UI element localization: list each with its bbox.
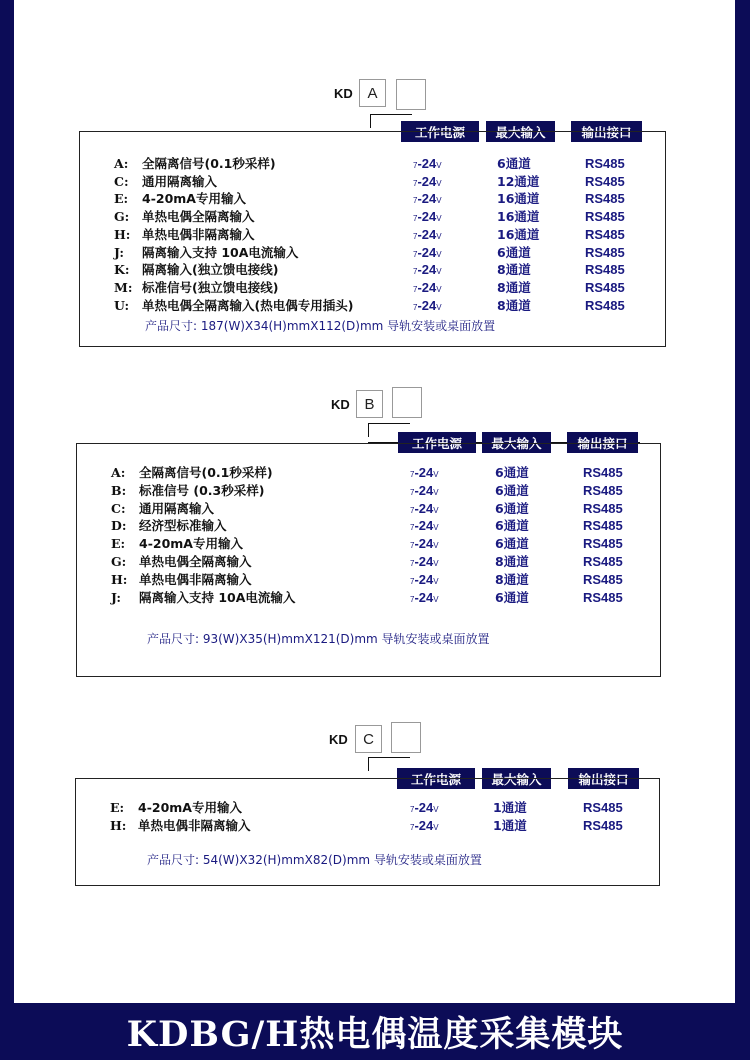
input-description: 4-20mA专用输入	[138, 800, 242, 815]
max-input-header: 最大输入	[486, 121, 555, 142]
input-description: 通用隔离输入	[142, 173, 218, 189]
input-code: G:	[111, 554, 127, 569]
option-code-box	[396, 79, 426, 110]
channel-count: 8通道	[495, 571, 529, 587]
power-high: -24	[414, 465, 434, 480]
output-interface: RS485	[585, 244, 625, 260]
power-high: -24	[414, 536, 434, 552]
model-code-box: A	[359, 79, 386, 107]
power-low: 7	[410, 594, 415, 604]
channel-count: 8通道	[495, 554, 529, 569]
max-input-header: 最大输入	[482, 768, 551, 789]
power-low: 7	[413, 161, 418, 170]
input-code: H:	[111, 571, 128, 587]
power-range	[410, 589, 439, 607]
power-range	[413, 279, 442, 297]
product-size: 产品尺寸: 54(W)X32(H)mmX82(D)mm 导轨安装或桌面放置	[147, 853, 482, 867]
input-description: 全隔离信号(0.1秒采样)	[142, 156, 276, 171]
power-range	[413, 244, 442, 262]
input-code: B:	[111, 482, 127, 498]
output-interface: RS485	[585, 173, 625, 189]
power-unit: V	[436, 214, 442, 224]
power-low: 7	[413, 302, 418, 312]
input-description: 标准信号(独立馈电接线)	[142, 279, 279, 295]
input-description: 单热电偶全隔离输入	[139, 554, 252, 569]
footer-title: KDBG/H热电偶温度采集模块	[126, 1013, 624, 1055]
output-header: 输出接口	[571, 121, 642, 142]
option-code-box	[392, 387, 422, 418]
output-interface: RS485	[583, 800, 623, 815]
input-code: A:	[111, 465, 126, 480]
power-high: -24	[417, 244, 437, 260]
power-range	[413, 297, 442, 315]
power-range	[413, 226, 442, 244]
model-prefix: KD	[329, 732, 348, 747]
channel-count: 6通道	[495, 536, 529, 552]
output-interface: RS485	[585, 209, 625, 225]
power-low: 7	[410, 805, 415, 814]
output-interface: RS485	[585, 297, 625, 313]
output-header: 输出接口	[567, 432, 638, 453]
power-high: -24	[414, 589, 434, 605]
power-range	[413, 208, 442, 226]
power-low: 7	[410, 505, 415, 515]
power-unit: V	[433, 470, 439, 479]
power-low: 7	[413, 214, 418, 224]
power-low: 7	[410, 541, 415, 551]
option-code-box	[391, 722, 421, 753]
power-range	[410, 517, 439, 535]
power-range	[410, 553, 439, 571]
power-header: 工作电源	[398, 432, 476, 453]
power-unit: V	[436, 284, 442, 294]
output-interface: RS485	[583, 554, 623, 569]
power-high: -24	[417, 156, 437, 171]
power-range	[413, 261, 442, 279]
power-unit: V	[433, 523, 439, 533]
power-low: 7	[413, 284, 418, 294]
model-prefix: KD	[331, 397, 350, 412]
power-unit: V	[436, 161, 442, 170]
power-high: -24	[414, 817, 434, 833]
output-interface: RS485	[585, 156, 625, 171]
power-range	[410, 482, 439, 500]
input-description: 隔离输入支持 10A电流输入	[142, 244, 299, 260]
product-size: 产品尺寸: 187(W)X34(H)mmX112(D)mm 导轨安装或桌面放置	[145, 319, 496, 333]
input-code: M:	[114, 279, 133, 295]
channel-count: 1通道	[493, 817, 527, 833]
output-interface: RS485	[585, 262, 625, 278]
power-low: 7	[410, 559, 415, 568]
power-unit: V	[436, 196, 442, 206]
input-description: 4-20mA专用输入	[139, 536, 243, 552]
power-high: -24	[414, 500, 434, 516]
input-code: J:	[111, 589, 122, 605]
power-high: -24	[414, 482, 434, 498]
channel-count: 1通道	[493, 800, 527, 815]
power-low: 7	[413, 249, 418, 259]
power-low: 7	[410, 576, 415, 586]
power-unit: V	[433, 576, 439, 586]
power-low: 7	[413, 231, 418, 241]
input-description: 单热电偶全隔离输入(热电偶专用插头)	[142, 297, 354, 313]
input-code: H:	[114, 226, 131, 242]
power-range	[413, 190, 442, 208]
power-unit: V	[436, 178, 442, 188]
channel-count: 8通道	[497, 262, 531, 278]
power-high: -24	[417, 209, 437, 225]
input-code: E:	[111, 536, 126, 552]
power-range	[410, 571, 439, 589]
power-low: 7	[410, 822, 415, 832]
power-low: 7	[410, 470, 415, 479]
input-description: 隔离输入(独立馈电接线)	[142, 262, 279, 278]
power-header: 工作电源	[401, 121, 479, 142]
input-code: E:	[114, 191, 129, 207]
input-description: 单热电偶全隔离输入	[142, 209, 255, 225]
channel-count: 6通道	[495, 482, 529, 498]
power-high: -24	[414, 800, 434, 815]
input-description: 单热电偶非隔离输入	[142, 226, 255, 242]
power-high: -24	[417, 173, 437, 189]
power-high: -24	[414, 571, 434, 587]
power-unit: V	[436, 267, 442, 277]
power-unit: V	[436, 249, 442, 259]
power-low: 7	[413, 178, 418, 188]
power-low: 7	[413, 196, 418, 206]
input-description: 通用隔离输入	[139, 500, 215, 516]
input-code: U:	[114, 297, 130, 313]
output-interface: RS485	[583, 500, 623, 516]
power-unit: V	[436, 302, 442, 312]
power-unit: V	[433, 594, 439, 604]
input-code: C:	[114, 173, 129, 189]
power-range	[410, 464, 439, 482]
output-header: 输出接口	[568, 768, 639, 789]
channel-count: 8通道	[497, 279, 531, 295]
channel-count: 16通道	[497, 226, 540, 242]
channel-count: 8通道	[497, 297, 531, 313]
power-low: 7	[410, 523, 415, 533]
power-high: -24	[414, 554, 434, 569]
channel-count: 6通道	[497, 156, 531, 171]
power-header: 工作电源	[397, 768, 475, 789]
input-code: A:	[114, 156, 129, 171]
output-interface: RS485	[583, 518, 623, 534]
max-input-header: 最大输入	[482, 432, 551, 453]
channel-count: 6通道	[495, 589, 529, 605]
output-interface: RS485	[583, 589, 623, 605]
product-size: 产品尺寸: 93(W)X35(H)mmX121(D)mm 导轨安装或桌面放置	[147, 632, 490, 646]
input-description: 隔离输入支持 10A电流输入	[139, 589, 296, 605]
power-range	[410, 500, 439, 518]
input-description: 标准信号 (0.3秒采样)	[139, 482, 265, 498]
input-code: J:	[114, 244, 125, 260]
output-interface: RS485	[585, 191, 625, 207]
power-unit: V	[433, 822, 439, 832]
power-high: -24	[417, 191, 437, 207]
power-range	[410, 535, 439, 553]
output-interface: RS485	[583, 536, 623, 552]
power-unit: V	[433, 487, 439, 497]
input-description: 单热电偶非隔离输入	[138, 817, 251, 833]
output-interface: RS485	[583, 465, 623, 480]
power-unit: V	[433, 559, 439, 568]
input-code: D:	[111, 518, 127, 534]
input-code: K:	[114, 262, 130, 278]
power-unit: V	[433, 541, 439, 551]
input-code: G:	[114, 209, 130, 225]
power-high: -24	[417, 226, 437, 242]
channel-count: 6通道	[495, 500, 529, 516]
power-high: -24	[417, 297, 437, 313]
channel-count: 6通道	[495, 465, 529, 480]
input-code: C:	[111, 500, 126, 516]
channel-count: 12通道	[497, 173, 540, 189]
model-code-box: B	[356, 390, 383, 418]
input-description: 经济型标准输入	[139, 518, 227, 534]
output-interface: RS485	[583, 817, 623, 833]
power-range	[413, 155, 442, 173]
model-prefix: KD	[334, 86, 353, 101]
output-interface: RS485	[583, 482, 623, 498]
power-high: -24	[417, 279, 437, 295]
input-description: 单热电偶非隔离输入	[139, 571, 252, 587]
channel-count: 16通道	[497, 209, 540, 225]
channel-count: 6通道	[497, 244, 531, 260]
output-interface: RS485	[585, 226, 625, 242]
model-code-box: C	[355, 725, 382, 753]
power-high: -24	[417, 262, 437, 278]
power-range	[410, 817, 439, 835]
power-unit: V	[433, 805, 439, 814]
power-low: 7	[413, 267, 418, 277]
channel-count: 16通道	[497, 191, 540, 207]
power-range	[413, 173, 442, 191]
power-unit: V	[433, 505, 439, 515]
power-range	[410, 799, 439, 817]
power-high: -24	[414, 518, 434, 534]
power-unit: V	[436, 231, 442, 241]
input-code: E:	[110, 800, 125, 815]
input-description: 全隔离信号(0.1秒采样)	[139, 465, 273, 480]
output-interface: RS485	[585, 279, 625, 295]
channel-count: 6通道	[495, 518, 529, 534]
output-interface: RS485	[583, 571, 623, 587]
power-low: 7	[410, 487, 415, 497]
input-description: 4-20mA专用输入	[142, 191, 246, 207]
input-code: H:	[110, 817, 127, 833]
